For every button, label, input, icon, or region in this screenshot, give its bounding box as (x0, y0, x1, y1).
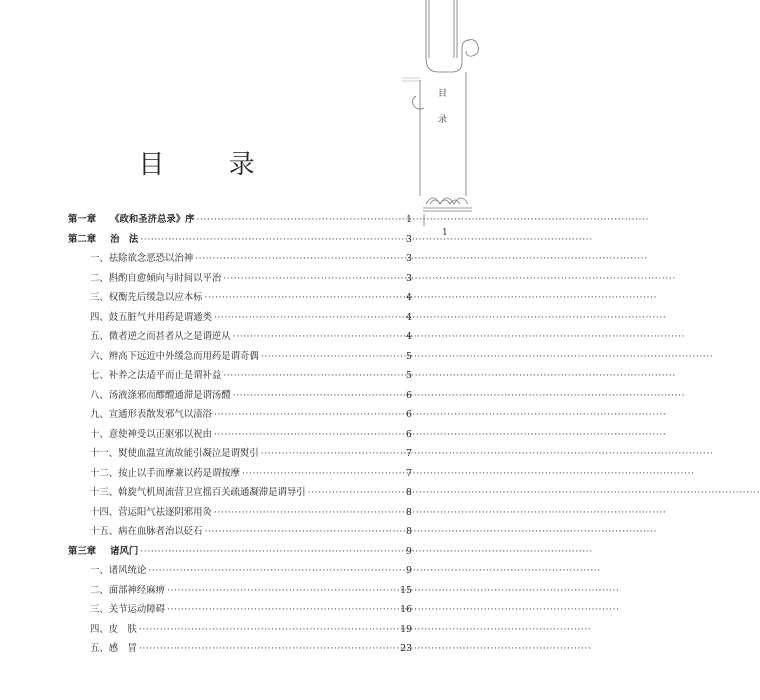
dot-leader (205, 522, 400, 542)
dot-leader (242, 464, 400, 484)
toc-section-entry[interactable] (68, 503, 412, 523)
dot-leader (195, 249, 400, 269)
dot-leader (167, 581, 398, 601)
side-tab-label-2: 录 (438, 115, 448, 125)
dot-leader (140, 542, 400, 562)
dot-leader (261, 444, 400, 464)
toc-section-entry[interactable] (68, 366, 412, 386)
toc-chapter-number: 第一章 (68, 214, 97, 225)
page-number: 1 (442, 228, 448, 238)
toc-entry-title: 四、鼓五脏气并用药是谓通类 (90, 311, 212, 323)
toc-page-number: 4 (406, 311, 412, 323)
toc-section-entry[interactable] (68, 483, 412, 503)
toc-entry-title: 诸风门 (110, 545, 139, 557)
dot-leader (139, 639, 398, 659)
dot-leader (223, 269, 400, 289)
toc-section-entry[interactable] (68, 327, 412, 347)
toc-entry-title: 八、汤液涤邪而醪醴通滞是谓汤醴 (90, 389, 231, 401)
toc-section-entry[interactable] (68, 639, 412, 659)
toc-entry-title: 十五、病在血脉者治以砭石 (90, 526, 203, 537)
dot-leader (308, 483, 400, 503)
toc-page-number: 3 (406, 272, 412, 284)
toc-page-number: 7 (406, 448, 412, 459)
toc-entry-title: 十一、熨使血温宣流故能引凝泣是谓熨引 (90, 448, 259, 459)
dot-leader (139, 620, 398, 640)
toc-entry-title: 十二、按止以手而摩兼以药是谓按摩 (90, 467, 241, 479)
toc-page-number: 5 (406, 370, 412, 381)
toc-page-number: 4 (406, 292, 412, 303)
dot-leader (214, 308, 400, 328)
toc-page-number: 4 (406, 331, 412, 342)
toc-entry-title: 三、关节运动障碍 (90, 604, 166, 615)
toc-section-entry[interactable] (68, 347, 412, 367)
toc-page-number: 19 (400, 623, 412, 635)
toc-page-number: 5 (406, 350, 412, 362)
toc-entry-title: 七、补养之法适平而止是谓补益 (90, 370, 222, 381)
toc-entry-title: 五、微者逆之而甚者从之是谓逆从 (90, 331, 231, 342)
toc-section-entry[interactable] (68, 561, 412, 581)
toc-section-entry[interactable] (68, 308, 412, 328)
dot-leader (261, 347, 400, 367)
toc-page-number: 9 (406, 545, 412, 557)
toc-page-number: 8 (406, 506, 412, 518)
toc-page-number: 6 (406, 428, 412, 440)
toc-entry-title: 十四、营运阳气祛逐阴邪用灸 (90, 506, 212, 518)
toc-section-entry[interactable] (68, 522, 412, 542)
toc-page-number: 8 (406, 526, 412, 537)
toc-section-entry[interactable] (68, 425, 412, 445)
toc-section-entry[interactable] (68, 288, 412, 308)
toc-page-number: 7 (406, 467, 412, 479)
toc-section-entry[interactable] (68, 249, 412, 269)
dot-leader (214, 503, 400, 523)
dot-leader (214, 405, 400, 425)
dot-leader (140, 230, 400, 250)
toc-entry-title: 十三、斡旋气机周流营卫宣摇百关疏通凝滞是谓导引 (90, 487, 306, 498)
toc-chapter-entry[interactable] (68, 542, 412, 562)
toc-section-entry[interactable] (68, 620, 412, 640)
toc-section-entry[interactable] (68, 405, 412, 425)
toc-chapter-number: 第二章 (68, 233, 97, 245)
toc-page-number: 3 (406, 233, 412, 245)
table-of-contents (68, 210, 412, 659)
toc-section-entry[interactable] (68, 464, 412, 484)
toc-section-entry[interactable] (68, 581, 412, 601)
dot-leader (233, 386, 400, 406)
dot-leader (223, 366, 400, 386)
toc-page-number: 23 (400, 643, 412, 654)
toc-entry-title: 治 法 (110, 233, 139, 245)
toc-entry-title: 《政和圣济总录》序 (110, 214, 195, 225)
dot-leader (233, 327, 400, 347)
toc-chapter-entry[interactable] (68, 210, 412, 230)
toc-entry-title: 二、斟酌自愈倾向与时间以平治 (90, 272, 222, 284)
toc-page-number: 16 (400, 604, 412, 615)
toc-section-entry[interactable] (68, 600, 412, 620)
toc-entry-title: 三、权衡先后缓急以应本标 (90, 292, 203, 303)
toc-entry-title: 一、诸风统论 (90, 565, 147, 576)
toc-page-number: 6 (406, 409, 412, 420)
toc-page-number: 3 (406, 253, 412, 264)
toc-chapter-entry[interactable] (68, 230, 412, 250)
toc-page-number: 8 (406, 487, 412, 498)
dot-leader (167, 600, 398, 620)
toc-section-entry[interactable] (68, 444, 412, 464)
toc-entry-title: 六、辨高下远近中外缓急而用药是谓奇偶 (90, 350, 259, 362)
toc-page-number: 9 (406, 565, 412, 576)
dot-leader (148, 561, 400, 581)
toc-section-entry[interactable] (68, 269, 412, 289)
toc-entry-title: 二、面部神经麻痹 (90, 584, 166, 596)
toc-page-number: 15 (400, 584, 412, 596)
dot-leader (197, 210, 400, 230)
toc-entry-title: 十、意使神受以正驱邪以祝由 (90, 428, 212, 440)
side-tab-label-1: 目 (438, 89, 448, 99)
toc-entry-title: 四、皮 肤 (90, 623, 137, 635)
toc-chapter-number: 第三章 (68, 545, 97, 557)
toc-entry-title: 五、感 冒 (90, 643, 137, 654)
dot-leader (205, 288, 400, 308)
toc-entry-title: 一、祛除欲念恶恐以治神 (90, 253, 194, 264)
toc-entry-title: 九、宣通形表散发邪气以渍浴 (90, 409, 212, 420)
toc-section-entry[interactable] (68, 386, 412, 406)
page-title: 目 录 (138, 150, 283, 180)
toc-page-number: 6 (406, 389, 412, 401)
dot-leader (214, 425, 400, 445)
toc-page-number: 1 (406, 214, 412, 225)
